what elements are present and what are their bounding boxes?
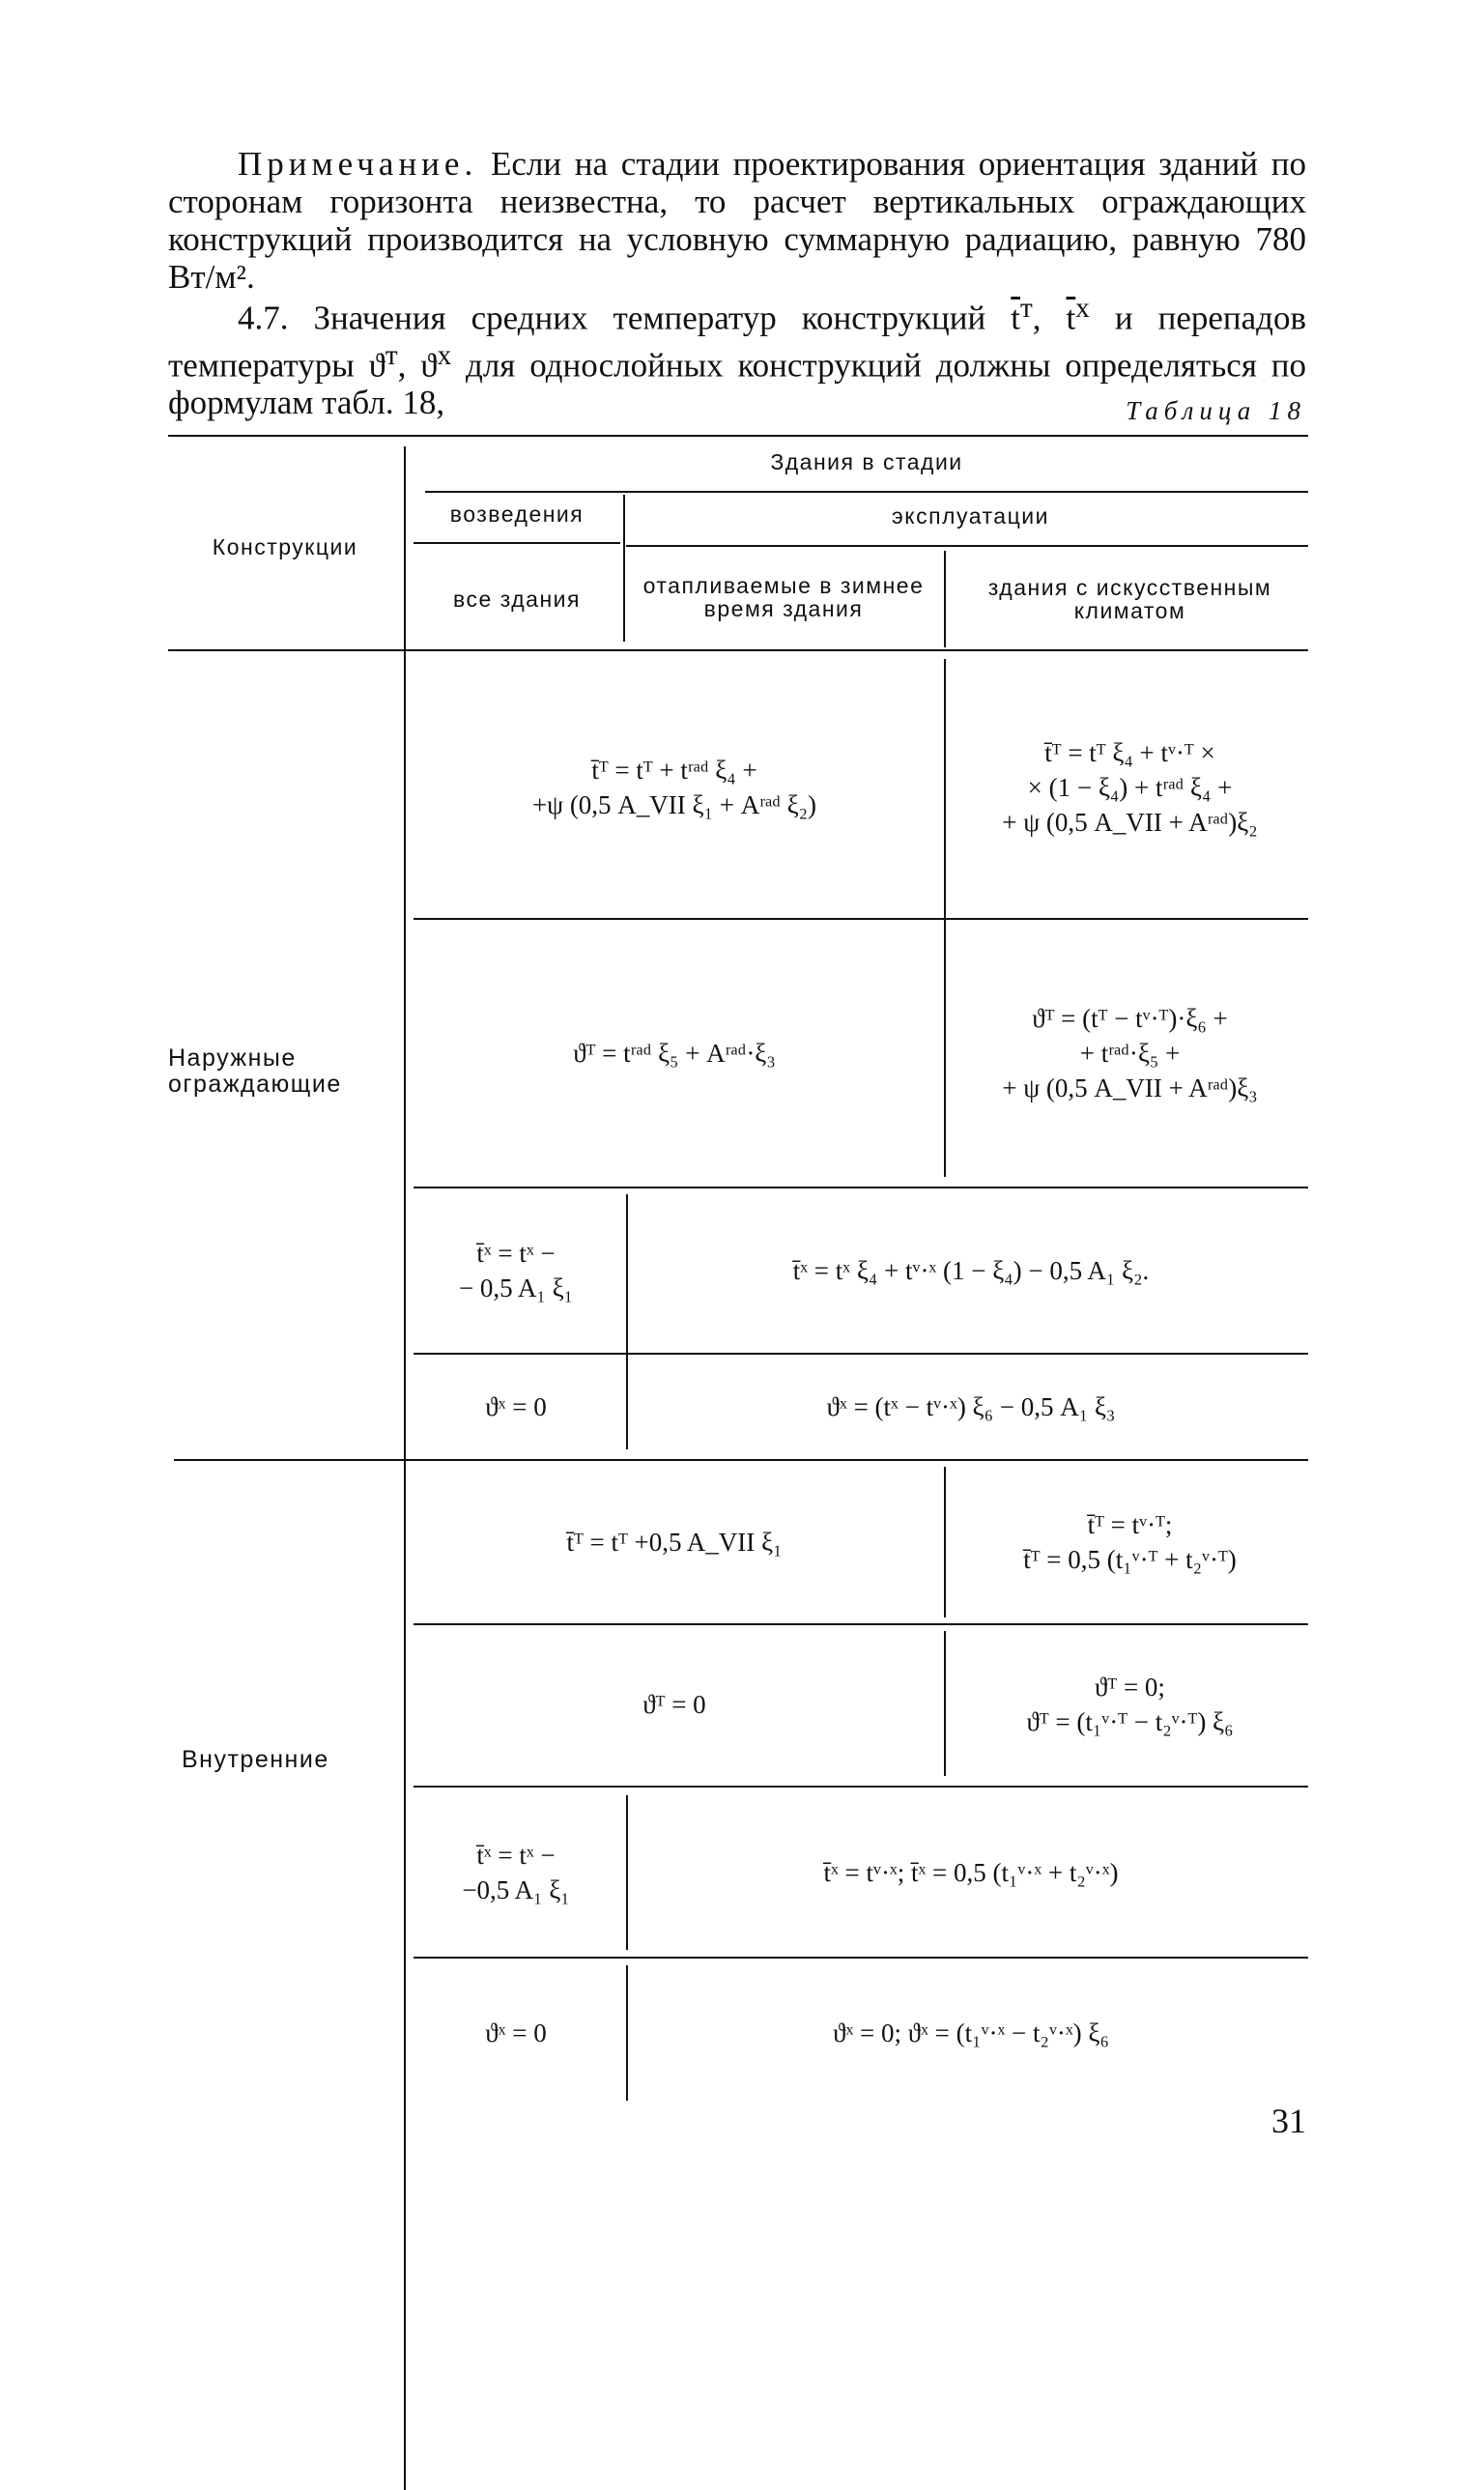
formula-r7-left	[414, 1795, 618, 1950]
formula-r6-right	[952, 1631, 1308, 1778]
rule-r5	[414, 1623, 1308, 1625]
formula-line: + tʳᵃᵈ·ξ₅ +	[1079, 1039, 1181, 1068]
rule-r2	[414, 1187, 1308, 1188]
note-label: Примечание.	[238, 145, 478, 183]
formula-line: ϑᵀ = tʳᵃᵈ ξ₅ + Aʳᵃᵈ·ξ₃	[573, 1039, 776, 1068]
formula-line: ϑᵀ = (tᵀ − tᵛ·ᵀ)·ξ₆ +	[1032, 1004, 1228, 1033]
formula-line: +ψ (0,5 A_VII ξ₁ + Aʳᵃᵈ ξ₂)	[531, 790, 817, 819]
formula-line: ϑˣ = 0	[485, 1392, 547, 1421]
formula-line: t̄ˣ = tᵛ·ˣ; t̄ˣ = 0,5 (t₁ᵛ·ˣ + t₂ᵛ·ˣ)	[823, 1858, 1119, 1887]
header-all-buildings: все здания	[453, 587, 581, 612]
formula-line: t̄ᵀ = tᵛ·ᵀ;	[1087, 1510, 1173, 1539]
formula-r1-left	[414, 667, 935, 908]
formula-line: ϑᵀ = 0	[642, 1690, 706, 1719]
rule-r1	[414, 918, 1308, 920]
rule-r3	[414, 1353, 1308, 1355]
sup-theta-t: т	[385, 339, 398, 371]
formula-line: t̄ˣ = tˣ ξ₄ + tᵛ·ˣ (1 − ξ₄) − 0,5 A₁ ξ₂.	[792, 1256, 1150, 1285]
formula-r5-right	[952, 1467, 1308, 1617]
formula-r2-right	[952, 928, 1308, 1179]
rule-group	[174, 1459, 1308, 1461]
formula-r4-right	[634, 1360, 1308, 1453]
rule-r7	[414, 1957, 1308, 1959]
sup-t: т	[1019, 293, 1033, 324]
formula-r5-left	[414, 1467, 935, 1617]
header-construction-stage: возведения	[449, 501, 585, 527]
formula-r8-right	[634, 1965, 1308, 2101]
formula-r7-right	[634, 1795, 1308, 1950]
rule-col-r7	[626, 1795, 628, 1950]
formula-line: ϑˣ = (tˣ − tᵛ·ˣ) ξ₆ − 0,5 A₁ ξ₃	[826, 1392, 1116, 1421]
rule-col-r1r2	[944, 659, 946, 1177]
header-operation: эксплуатации	[892, 503, 1049, 529]
formula-r3-right	[634, 1196, 1308, 1345]
formula-r8-left	[414, 1965, 618, 2101]
formula-line: ϑˣ = 0; ϑˣ = (t₁ᵛ·ˣ − t₂ᵛ·ˣ) ξ₆	[833, 2018, 1109, 2047]
rule-top	[168, 435, 1308, 437]
note-paragraph	[168, 145, 1306, 296]
rule-col-hdr-operation	[944, 551, 946, 647]
rule-col-r8	[626, 1965, 628, 2101]
group-inner: Внутренние	[182, 1746, 329, 1773]
formula-line: t̄ᵀ = tᵀ ξ₄ + tᵛ·ᵀ ×	[1044, 738, 1215, 767]
formula-r4-left	[414, 1360, 618, 1453]
formula-line: t̄ᵀ = 0,5 (t₁ᵛ·ᵀ + t₂ᵛ·ᵀ)	[1023, 1545, 1237, 1574]
rule-operation	[626, 545, 1308, 547]
formula-line: ϑˣ = 0	[485, 2018, 547, 2047]
rule-col-r5	[944, 1467, 946, 1617]
formula-r2-left	[414, 928, 935, 1179]
rule-col-r6	[944, 1631, 946, 1776]
rule-col-main	[404, 446, 406, 2490]
formula-line: ϑᵀ = (t₁ᵛ·ᵀ − t₂ᵛ·ᵀ) ξ₆	[1026, 1707, 1234, 1736]
rule-erection	[414, 542, 620, 544]
page-number: 31	[1271, 2102, 1306, 2140]
table-caption: Таблица 18	[1126, 396, 1306, 425]
section-text-post: для однослойных конструкций должны определяться по формулам табл. 18,	[168, 346, 1306, 422]
section-text-mid: и перепадов температуры	[168, 299, 1306, 385]
rule-col-r3r4	[626, 1194, 628, 1449]
formula-line: −0,5 A₁ ξ₁	[462, 1875, 570, 1904]
symbol-theta-t: ϑ	[368, 346, 385, 385]
header-stage: Здания в стадии	[770, 449, 963, 474]
sup-x: x	[1075, 293, 1090, 324]
header-heated: отапливаемые в зимнее время здания	[642, 573, 925, 621]
formula-r1-right	[952, 667, 1308, 908]
symbol-t-mean: $\overline{t}$	[1011, 299, 1020, 337]
formula-line: t̄ᵀ = tᵀ +0,5 A_VII ξ₁	[566, 1528, 783, 1557]
formula-line: × (1 − ξ₄) + tʳᵃᵈ ξ₄ +	[1027, 773, 1233, 802]
symbol-theta-x: ϑ	[420, 346, 438, 385]
formula-line: t̄ˣ = tˣ −	[476, 1841, 556, 1870]
formula-line: + ψ (0,5 A_VII + Aʳᵃᵈ)ξ₂	[1002, 808, 1258, 837]
formula-line: ϑᵀ = 0;	[1095, 1673, 1165, 1702]
symbol-t-mean-x: $\overline{t}$	[1066, 299, 1076, 337]
rule-stage	[425, 491, 1308, 493]
section-paragraph: 4.7. Значения средних температур конструкций $\overline{t}^т$, $\overline{t}^x$ и перепадов температуры $ϑ^т$, $ϑ^x$ для однослойных конструкций должны определяться по формулам табл. 18,	[168, 293, 1306, 422]
sup-theta-x: x	[437, 339, 452, 371]
group-outer: Наружные ограждающие	[168, 1045, 342, 1098]
formula-r6-left	[414, 1631, 935, 1778]
formula-line: t̄ᵀ = tᵀ + tʳᵃᵈ ξ₄ +	[591, 756, 757, 785]
rule-header-bottom	[168, 649, 1308, 651]
header-climate: здания с искусственным климатом	[987, 575, 1272, 623]
rule-col-hdr-erection	[623, 495, 625, 642]
formula-line: t̄ˣ = tˣ −	[476, 1239, 556, 1268]
header-constructions: Конструкции	[212, 534, 358, 559]
formula-line: − 0,5 A₁ ξ₁	[458, 1274, 574, 1302]
rule-r6	[414, 1786, 1308, 1788]
note-text: Если на стадии проектирования ориентация зданий по сторонам горизонта неизвестна, то расчет вертикальных ограждающих конструкций производится на условную суммарную радиацию, равную 780 Вт/м².	[168, 145, 1306, 296]
formula-line: + ψ (0,5 A_VII + Aʳᵃᵈ)ξ₃	[1002, 1073, 1258, 1102]
section-text-pre: 4.7. Значения средних температур конструкций	[238, 299, 1012, 337]
formula-r3-left	[414, 1196, 618, 1345]
